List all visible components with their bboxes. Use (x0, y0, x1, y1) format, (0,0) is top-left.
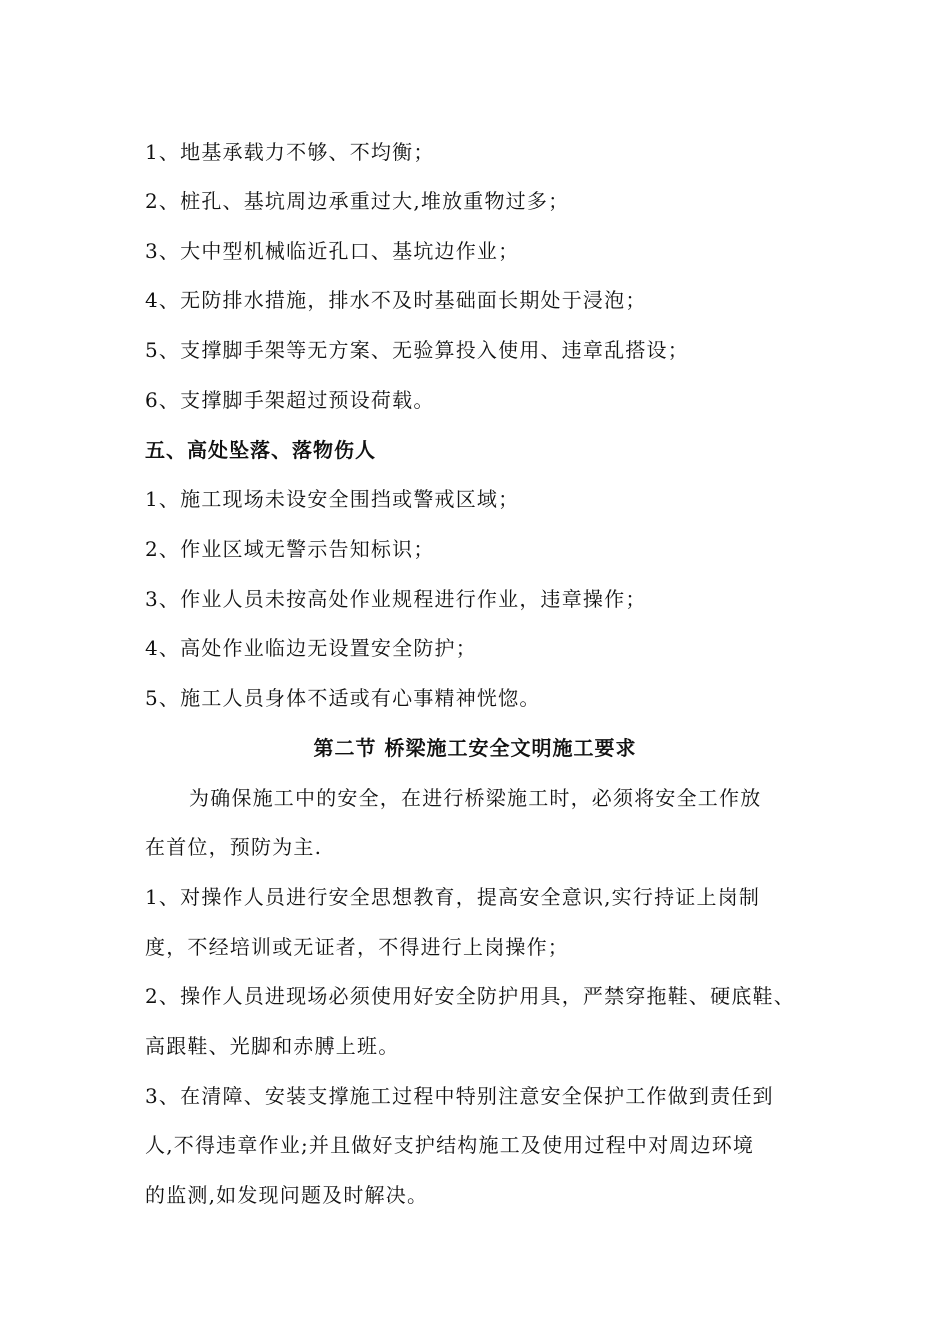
list-item: 6、支撑脚手架超过预设荷载。 (145, 388, 435, 412)
paragraph-line: 的监测,如发现问题及时解决。 (145, 1183, 429, 1207)
paragraph-line: 3、在清障、安装支撑施工过程中特别注意安全保护工作做到责任到 (145, 1084, 774, 1108)
section-title: 第二节 桥梁施工安全文明施工要求 (313, 736, 637, 760)
paragraph-line: 1、对操作人员进行安全思想教育，提高安全意识,实行持证上岗制 (145, 885, 761, 909)
list-item: 2、桩孔、基坑周边承重过大,堆放重物过多； (145, 189, 570, 213)
list-item: 3、作业人员未按高处作业规程进行作业，违章操作； (145, 587, 647, 611)
list-item: 5、施工人员身体不适或有心事精神恍惚。 (145, 686, 541, 710)
paragraph-line: 在首位，预防为主. (145, 835, 323, 859)
list-item: 4、高处作业临边无设置安全防护； (145, 636, 477, 660)
section-heading: 五、高处坠落、落物伤人 (145, 438, 376, 462)
paragraph-line: 2、操作人员进现场必须使用好安全防护用具，严禁穿拖鞋、硬底鞋、 (145, 984, 795, 1008)
list-item: 1、施工现场未设安全围挡或警戒区域； (145, 487, 520, 511)
paragraph-line: 度，不经培训或无证者，不得进行上岗操作； (145, 935, 569, 959)
paragraph-line: 高跟鞋、光脚和赤膊上班。 (145, 1034, 400, 1058)
paragraph-line: 人,不得违章作业;并且做好支护结构施工及使用过程中对周边环境 (145, 1133, 755, 1157)
list-item: 4、无防排水措施，排水不及时基础面长期处于浸泡； (145, 288, 647, 312)
list-item: 1、地基承载力不够、不均衡； (145, 140, 435, 164)
list-item: 3、大中型机械临近孔口、基坑边作业； (145, 239, 520, 263)
list-item: 5、支撑脚手架等无方案、无验算投入使用、违章乱搭设； (145, 338, 689, 362)
list-item: 2、作业区域无警示告知标识； (145, 537, 435, 561)
paragraph-line: 为确保施工中的安全，在进行桥梁施工时，必须将安全工作放 (189, 786, 762, 810)
